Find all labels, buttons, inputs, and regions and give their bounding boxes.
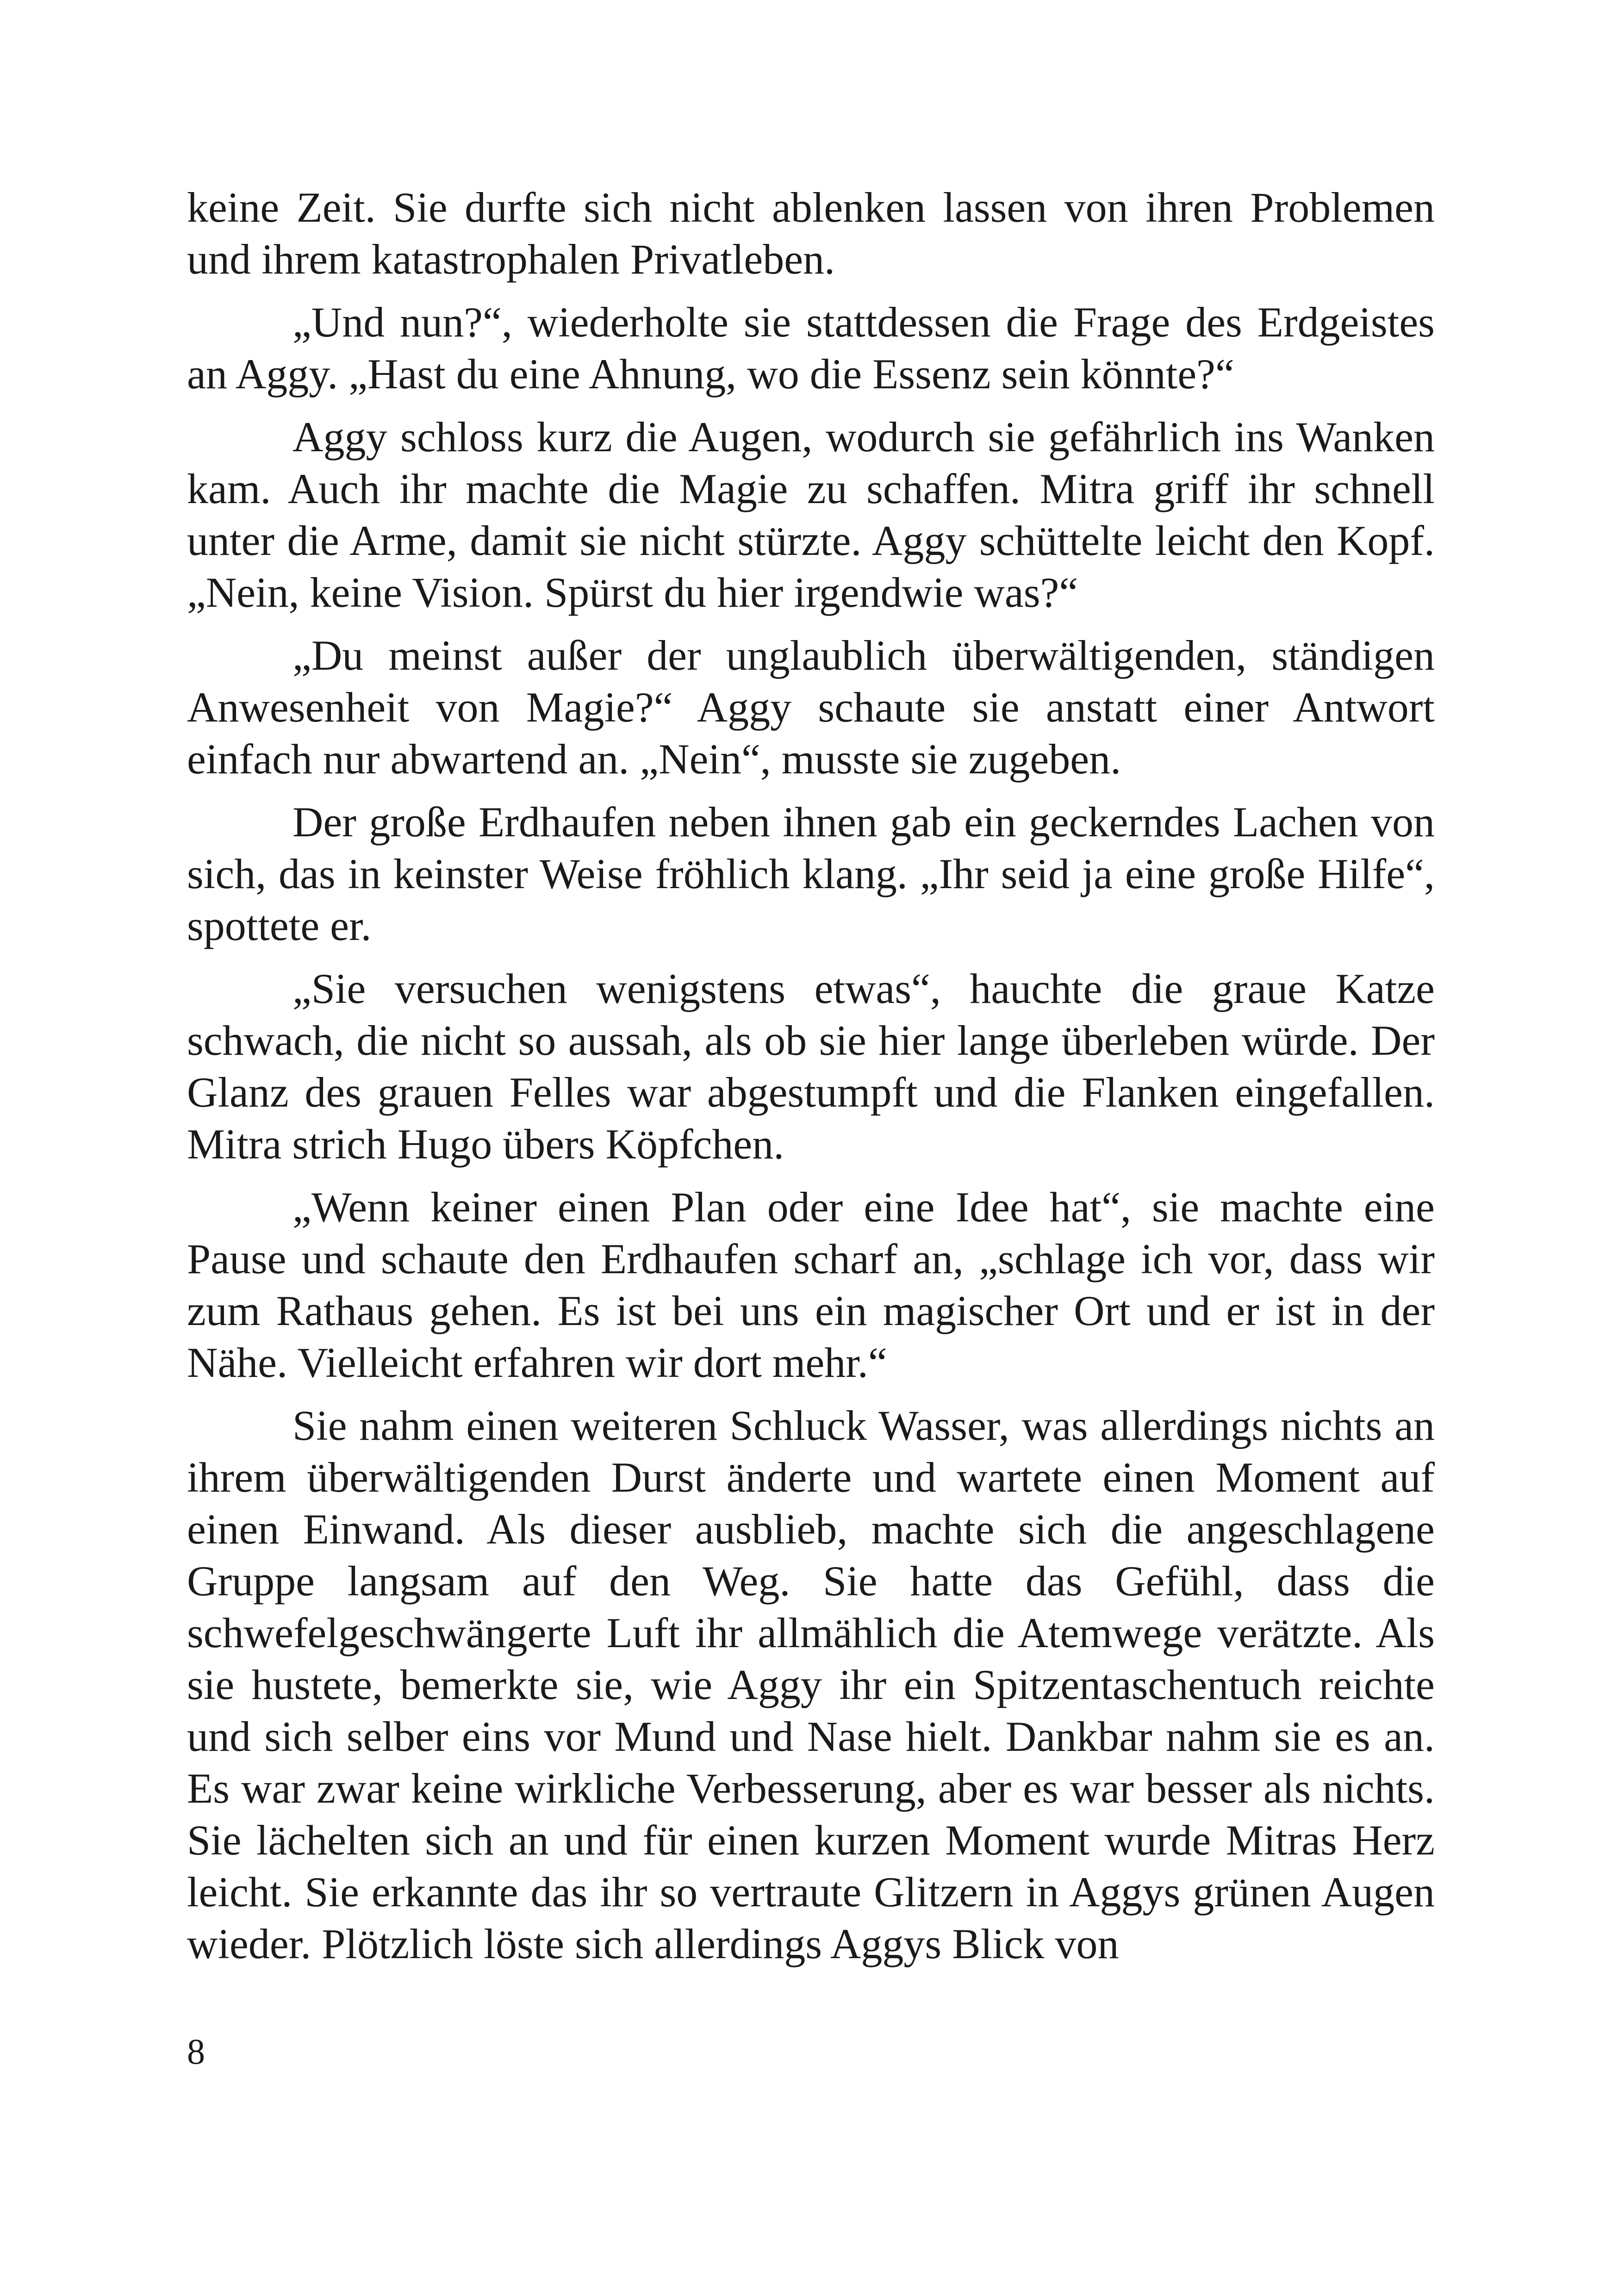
paragraph: Aggy schloss kurz die Augen, wodurch sie gefährlich ins Wanken kam. Auch ihr machte die Magie zu schaffen. Mitra griff ihr schnell unter die Arme, damit sie nicht stürzte. Aggy schüttelte leicht den Kopf. „Nein, keine Vision. Spürst du hier irgendwie was?“ bbox=[187, 413, 1435, 616]
paragraph: „Du meinst außer der unglaublich überwältigenden, ständigen Anwesenheit von Magie?“ Aggy schaute sie anstatt einer Antwort einfach nur abwartend an. „Nein“, musste sie zugeben. bbox=[187, 632, 1435, 783]
paragraph: Der große Erdhaufen neben ihnen gab ein geckerndes Lachen von sich, das in keinster Weise fröhlich klang. „Ihr seid ja eine große Hilfe“, spottete er. bbox=[187, 798, 1435, 949]
paragraph: Sie nahm einen weiteren Schluck Wasser, was allerdings nichts an ihrem überwältigenden Durst änderte und wartete einen Moment auf einen Einwand. Als dieser ausblieb, machte sich die angeschlagene Gruppe langsam auf den Weg. Sie hatte das Gefühl, dass die schwefelgeschwängerte Luft ihr allmählich die Atemwege verätzte. Als sie hustete, bemerkte sie, wie Aggy ihr ein Spitzentaschentuch reichte und sich selber eins vor Mund und Nase hielt. Dankbar nahm sie es an. Es war zwar keine wirkliche Verbesserung, aber es war besser als nichts. Sie lächelten sich an und für einen kurzen Moment wurde Mitras Herz leicht. Sie erkannte das ihr so vertraute Glitzern in Aggys grünen Augen wieder. Plötzlich löste sich allerdings Aggys Blick von bbox=[187, 1402, 1435, 1967]
page-number: 8 bbox=[187, 2031, 205, 2072]
paragraph-continuation: keine Zeit. Sie durfte sich nicht ablenken lassen von ihren Problemen und ihrem katastrophalen Privatleben. bbox=[187, 184, 1435, 283]
paragraph: „Wenn keiner einen Plan oder eine Idee hat“, sie machte eine Pause und schaute den Erdhaufen scharf an, „schlage ich vor, dass wir zum Rathaus gehen. Es ist bei uns ein magischer Ort und er ist in der Nähe. Vielleicht erfahren wir dort mehr.“ bbox=[187, 1183, 1435, 1386]
paragraph: „Sie versuchen wenigstens etwas“, hauchte die graue Katze schwach, die nicht so aussah, als ob sie hier lange überleben würde. Der Glanz des grauen Felles war abgestumpft und die Flanken eingefallen. Mitra strich Hugo übers Köpfchen. bbox=[187, 965, 1435, 1168]
paragraph: „Und nun?“, wiederholte sie stattdessen die Frage des Erdgeistes an Aggy. „Hast du eine Ahnung, wo die Essenz sein könnte?“ bbox=[187, 299, 1435, 398]
body-text bbox=[187, 181, 1435, 1981]
